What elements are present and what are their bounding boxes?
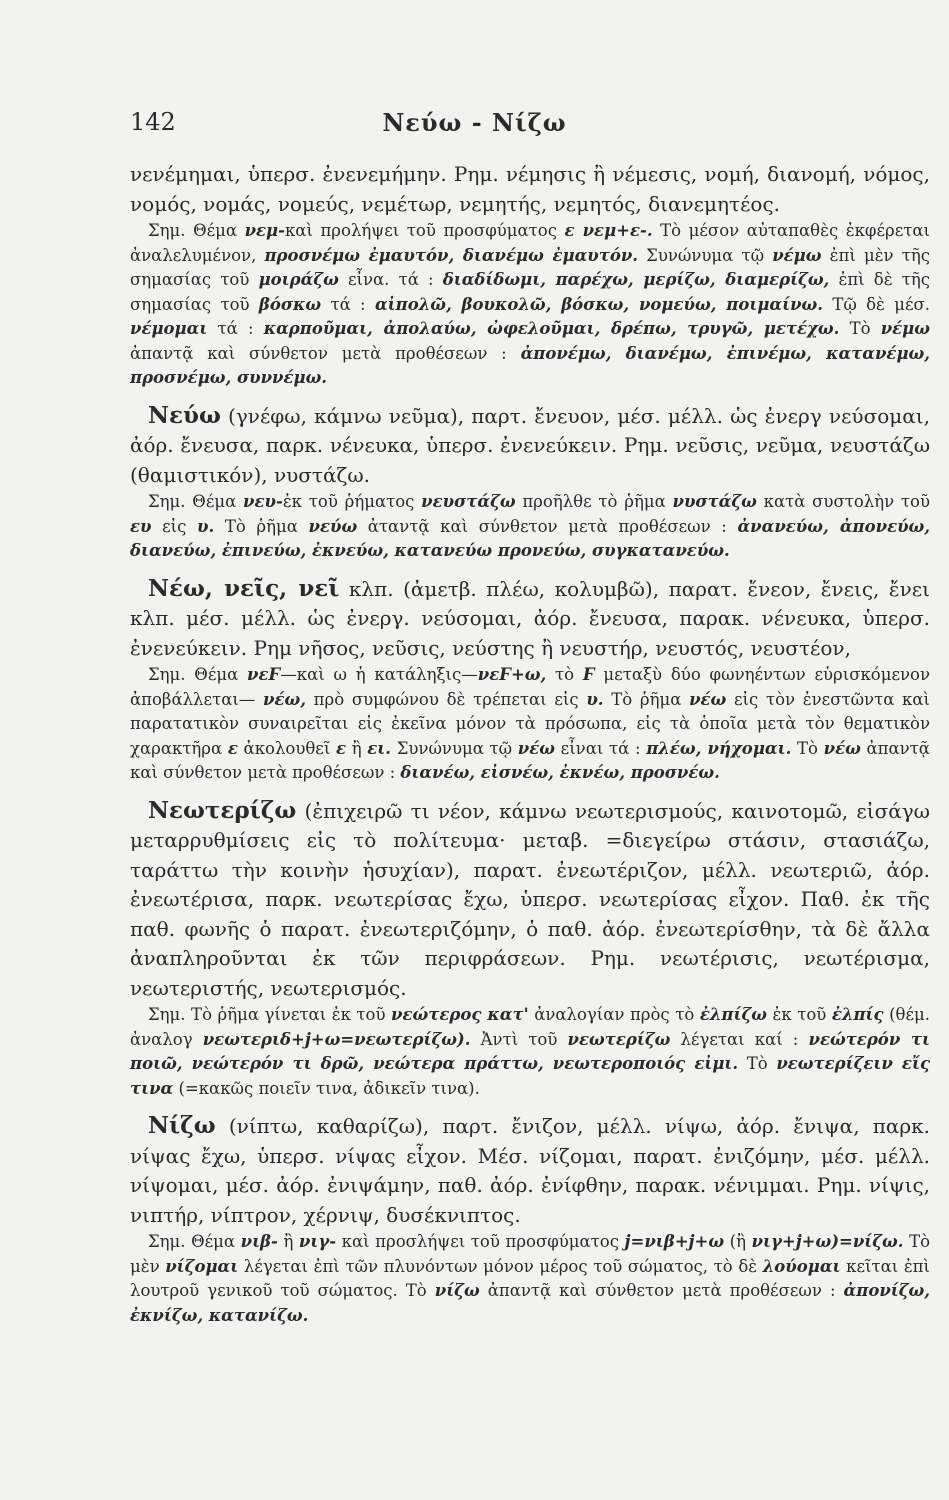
note-nemo: Σημ. Θέμα νεμ-καὶ προλήψει τοῦ προσφύματος ε νεμ+ε-. Τὸ μέσον αὐταπαθὲς ἐκφέρεται ἀναλελυμένον, προσνέμω ἐμαυτόν, διανέμω ἐμαυτόν. Συνώνυμα τῷ νέμω ἐπὶ μὲν τῆς σημασίας τοῦ μοιράζω εἶνα. τά : διαδίδωμι, παρέχω, μερίζω, διαμερίζω, ἐπὶ δὲ τῆς σημασίας τοῦ βόσκω τά : αἰπολῶ, βουκολῶ, βόσκω, νομεύω, ποιμαίνω. Τῷ δὲ μέσ. νέμομαι τά : καρποῦμαι, ἀπολαύω, ὠφελοῦμαι, δρέπω, τρυγῶ, μετέχω. Τὸ νέμω ἀπαντᾷ καὶ σύνθετον μετὰ προθέσεων : ἀπονέμω, διανέμω, ἐπινέμω, κατανέμω, προσνέμω, συννέμω. bbox=[130, 221, 931, 387]
headword: Νεωτερίζω bbox=[148, 796, 297, 824]
note-neoterizo: Σημ. Τὸ ῥῆμα γίνεται ἐκ τοῦ νεώτερος κατ' ἀναλογίαν πρὸς τὸ ἐλπίζω ἐκ τοῦ ἐλπίς (θέμ. ἀναλογ νεωτεριδ+j+ω=νεωτερίζω). Ἀντὶ τοῦ νεωτερίζω λέγεται καί : νεώτερόν τι ποιῶ, νεώτερόν τι δρῶ, νεώτερα πράττω, νεωτεροποιός εἰμι. Τὸ νεωτερίζειν εἴς τινα (=κακῶς ποιεῖν τινα, ἀδικεῖν τινα). bbox=[130, 1005, 930, 1098]
headword: Νέω, νεῖς, νεῖ bbox=[148, 574, 340, 602]
entry-nizo: Νίζω (νίπτω, καθαρίζω), παρτ. ἔνιζον, μέλλ. νίψω, ἀόρ. ἔνιψα, παρκ. νίψας ἔχω, ὑπερσ. νίψας εἶχον. Μέσ. νίζομαι, παρατ. ἐνιζόμην, μέσ. μέλλ. νίψομαι, μέσ. ἀόρ. ἐνιψάμην, παθ. ἀόρ. ἐνίφθην, παρακ. νένιμμαι. Ρημ. νίψις, νιπτήρ, νίπτρον, χέρνιψ, δυσέκνιπτος. bbox=[130, 1112, 930, 1227]
entry-neoterizo: Νεωτερίζω (ἐπιχειρῶ τι νέον, κάμνω νεωτερισμούς, καινοτομῶ, εἰσάγω μεταρρυθμίσεις εἰς τὸ πολίτευμα· μεταβ. =διεγείρω στάσιν, στασιάζω, ταράττω τὴν κοινὴν ἡσυχίαν), παρατ. ἐνεωτέριζον, μέλλ. νεωτεριῶ, ἀόρ. ἐνεωτέρισα, παρκ. νεωτερίσας ἔχω, ὑπερσ. νεωτερίσας εἶχον. Παθ. ἐκ τῆς παθ. φωνῆς ὁ παρατ. ἐνεωτεριζόμην, ὁ παθ. ἀόρ. ἐνεωτερίσθην, τὰ δὲ ἄλλα ἀναπληροῦνται ἐκ τῶν περιφράσεων. Ρημ. νεωτέρισις, νεωτέρισμα, νεωτεριστής, νεωτερισμός. bbox=[130, 796, 930, 1000]
page-number: 142 bbox=[130, 108, 176, 136]
headword: Νεύω bbox=[148, 401, 221, 429]
note-neo: Σημ. Θέμα νεϜ—καὶ ω ἡ κατάληξις—νεϜ+ω, τὸ Ϝ μεταξὺ δύο φωνηέντων εὑρισκόμενον ἀποβάλλεται— νέω, πρὸ συμφώνου δὲ τρέπεται εἰς υ. Τὸ ῥῆμα νέω εἰς τὸν ἐνεστῶντα καὶ παρατατικὸν συναιρεῖται εἰς ἐκεῖνα μόνον τὰ πρόσωπα, εἰς τὰ ὁποῖα μετὰ τὸν θεματικὸν χαρακτῆρα ε ἀκολουθεῖ ε ἢ ει. Συνώνυμα τῷ νέω εἶναι τά : πλέω, νήχομαι. Τὸ νέω ἀπαντᾷ καὶ σύνθετον μετὰ προθέσεων : διανέω, εἰσνέω, ἐκνέω, προσνέω. bbox=[130, 665, 930, 782]
entry-neo: Νέω, νεῖς, νεῖ κλπ. (ἀμετβ. πλέω, κολυμβῶ), παρατ. ἔνεον, ἔνεις, ἔνει κλπ. μέσ. μέλλ. ὡς ἐνεργ. νεύσομαι, ἀόρ. ἔνευσα, παρακ. νένευκα, ὑπερσ. ἐνενεύκειν. Ρημ νῆσος, νεῦσις, νεύστης ἢ νευστήρ, νευστός, νευστέον, bbox=[130, 574, 931, 660]
entry-nemo-continuation: νενέμημαι, ὑπερσ. ἐνενεμήμην. Ρημ. νέμησις ἢ νέμεσις, νομή, διανομή, νόμος, νομός, νομάς, νομεύς, νεμέτωρ, νεμητής, νεμητός, διανεμητέος. bbox=[130, 162, 930, 216]
entry-neuo: Νεύω (γνέφω, κάμνω νεῦμα), παρτ. ἔνευον, μέσ. μέλλ. ὡς ἐνεργ νεύσομαι, ἀόρ. ἔνευσα, παρκ. νένευκα, ὑπερσ. ἐνενεύκειν. Ρημ. νεῦσις, νεῦμα, νευστάζω (θαμιστικόν), νυστάζω. bbox=[130, 401, 930, 487]
running-head: Νεύω - Νίζω bbox=[382, 108, 567, 137]
note-nizo: Σημ. Θέμα νιβ- ἢ νιγ- καὶ προσλήψει τοῦ προσφύματος j=νιβ+j+ω (ἢ νιγ+j+ω)=νίζω. Τὸ μὲν νίζομαι λέγεται ἐπὶ τῶν πλυνόντων μόνον μέρος τοῦ σώματος, τὸ δὲ λούομαι κεῖται ἐπὶ λουτροῦ γενικοῦ τοῦ σώματος. Τὸ νίζω ἀπαντᾷ καὶ σύνθετον μετὰ προθέσεων : ἀπονίζω, ἐκνίζω, κατανίζω. bbox=[130, 1232, 931, 1325]
page-header bbox=[0, 108, 949, 148]
page-body bbox=[130, 160, 930, 1328]
note-neuo: Σημ. Θέμα νευ-ἐκ τοῦ ῥήματος νευστάζω προῆλθε τὸ ῥῆμα νυστάζω κατὰ συστολὴν τοῦ ευ εἰς υ. Τὸ ῥῆμα νεύω ἀταντᾷ καὶ σύνθετον μετὰ προθέσεων : ἀνανεύω, ἀπονεύω, διανεύω, ἐπινεύω, ἐκνεύω, κατανεύω προνεύω, συγκατανεύω. bbox=[130, 492, 931, 560]
headword: Νίζω bbox=[148, 1112, 216, 1139]
